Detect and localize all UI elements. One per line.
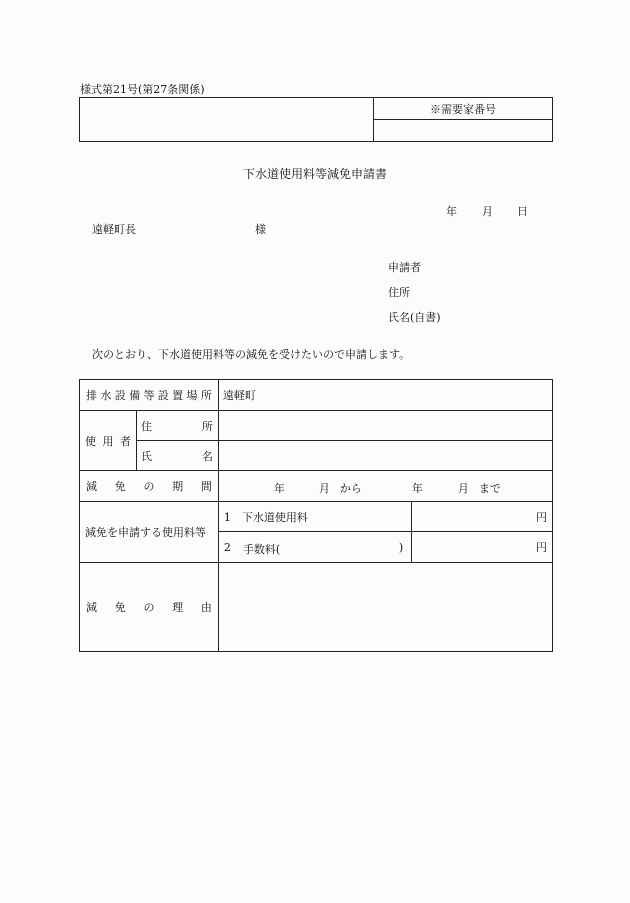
location-value[interactable]: 遠軽町 [218,380,552,411]
customer-number-box [79,97,553,142]
date-month[interactable]: 月 [482,205,493,218]
date-day[interactable]: 日 [517,205,528,218]
addressee-honorific: 様 [255,223,266,236]
yen-unit: 円 [536,541,547,554]
user-address-value[interactable] [218,411,552,441]
user-address-label: 住 所 [140,419,213,433]
reason-value[interactable] [218,563,552,652]
reason-label-cell [80,563,219,652]
customer-number-label: ※需要家番号 [374,98,553,120]
applicant-label: 申請者 [388,261,421,274]
period-label: 減 免 の 期 間 [86,480,212,493]
period-from-month: 月 [318,482,330,495]
applicant-name-label[interactable]: 氏名(自書) [388,311,441,324]
user-label: 使 用 者 [85,434,131,448]
user-address-label-cell [136,411,218,441]
fee-item-handling-number: 2 [223,541,231,554]
period-label-cell [80,471,219,502]
fee-item-handling-amount[interactable] [412,532,553,563]
reason-label: 減 免 の 理 由 [86,601,212,614]
user-label-cell [80,411,137,471]
applicant-address-label[interactable]: 住所 [388,286,410,299]
date-year[interactable]: 年 [446,205,457,218]
form-number-label: 様式第21号(第27条関係) [80,83,205,96]
fee-item-sewer-amount[interactable] [412,502,553,532]
fee-item-handling-text: 手数料( [242,543,281,556]
fee-item-handling-close: ) [398,541,404,554]
customer-number-value[interactable] [374,120,553,142]
user-name-label-cell [136,441,218,471]
application-table [79,379,553,652]
period-value[interactable] [218,471,552,502]
blank-cell [80,98,374,142]
period-from-year: 年 [273,482,285,495]
location-label-cell [80,380,219,411]
fee-item-sewer-label: 1 下水道使用料 [218,502,411,532]
location-label: 排 水 設 備 等 設 置 場 所 [86,389,212,402]
period-to-year: 年 [411,482,423,495]
period-to-month: 月 [457,482,469,495]
fee-item-handling-label[interactable] [218,532,411,563]
yen-unit: 円 [536,510,547,524]
fees-label: 減免を申請する使用料等 [80,502,219,563]
period-from-label: から [339,482,362,495]
application-statement: 次のとおり、下水道使用料等の減免を受けたいので申請します。 [92,348,411,361]
period-until-label: まで [478,482,501,495]
user-name-label: 氏 名 [140,449,213,463]
document-title: 下水道使用料等減免申請書 [242,167,387,181]
user-name-value[interactable] [218,441,552,471]
addressee-name: 遠軽町長 [92,223,136,236]
